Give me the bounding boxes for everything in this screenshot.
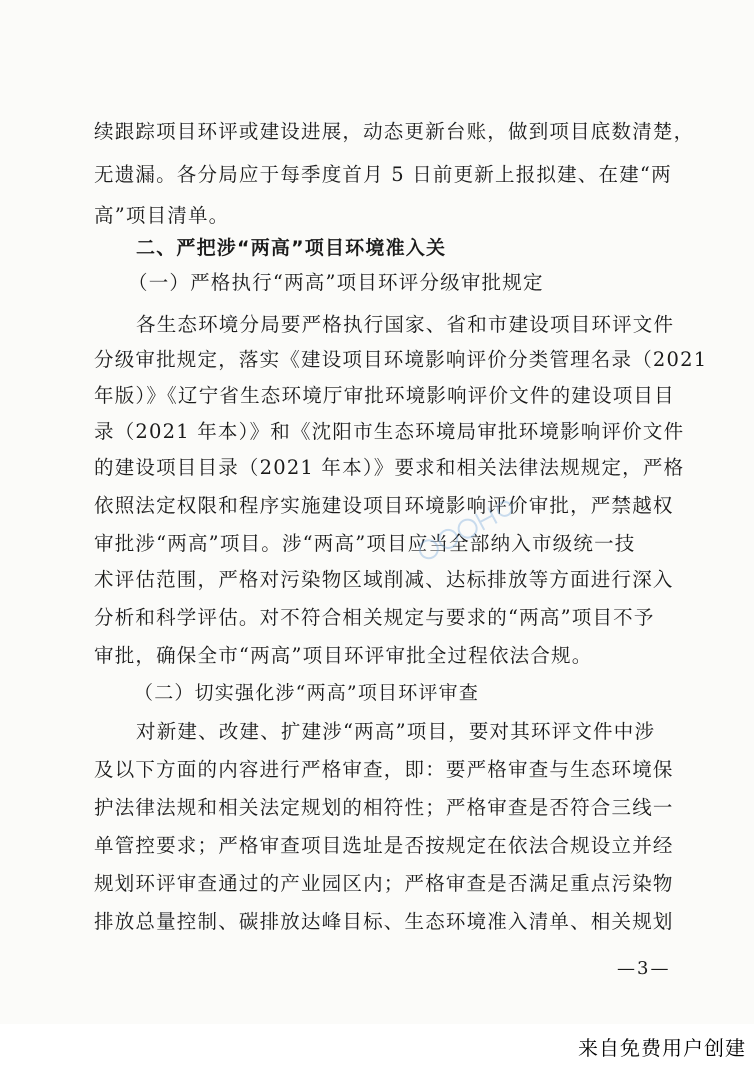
body-line-15: 审批，确保全市“两高”项目环评审批全过程依法合规。 (94, 644, 593, 667)
body-line-6: 各生态环境分局要严格执行国家、省和市建设项目环评文件 (136, 313, 675, 336)
watermark-text: 来自免费用户创建 (578, 1036, 746, 1060)
body-line-19: 护法律法规和相关法定规划的相符性；严格审查是否符合三线一 (94, 796, 674, 819)
body-line-22: 排放总量控制、碳排放达峰目标、生态环境准入清单、相关规划 (94, 910, 674, 933)
body-line-11: 依照法定权限和程序实施建设项目环境影响评价审批，严禁越权 (94, 494, 674, 517)
body-line-20: 单管控要求；严格审查项目选址是否按规定在依法合规设立并经 (94, 834, 674, 857)
page-number: —3— (617, 958, 671, 979)
body-line-8: 年版）》《辽宁省生态环境厅审批环境影响评价文件的建设项目目 (94, 384, 675, 407)
body-line-21: 规划环评审查通过的产业园区内；严格审查是否满足重点污染物 (94, 872, 674, 895)
subsection-heading-1: （一）严格执行“两高”项目环评分级审批规定 (128, 271, 544, 294)
body-line-2: 无遗漏。各分局应于每季度首月 5 日前更新上报拟建、在建“两 (94, 163, 672, 186)
body-line-9: 录（2021 年本）》和《沈阳市生态环境局审批环境影响评价文件 (94, 420, 685, 443)
section-heading-2: 二、严把涉“两高”项目环境准入关 (136, 237, 447, 259)
body-line-7: 分级审批规定，落实《建设项目环境影响评价分类管理名录（2021 (94, 348, 708, 371)
body-line-1: 续跟踪项目环评或建设进展，动态更新台账，做到项目底数清楚， (94, 120, 695, 143)
body-line-17: 对新建、改建、扩建涉“两高”项目，要对其环评文件中涉 (136, 720, 656, 743)
body-line-13: 术评估范围，严格对污染物区域削减、达标排放等方面进行深入 (94, 568, 674, 591)
watermark-bar (0, 1024, 754, 1066)
body-line-3: 高”项目清单。 (94, 204, 230, 227)
subsection-heading-2: （二）切实强化涉“两高”项目环评审查 (134, 682, 480, 704)
body-line-12: 审批涉“两高”项目。涉“两高”项目应当全部纳入市级统一技 (94, 532, 636, 555)
body-line-18: 及以下方面的内容进行严格审查，即：要严格审查与生态环境保 (94, 758, 674, 781)
body-line-14: 分析和科学评估。对不符合相关规定与要求的“两高”项目不予 (94, 606, 655, 629)
body-line-10: 的建设项目目录（2021 年本）》要求和相关法律法规规定，严格 (94, 456, 685, 479)
